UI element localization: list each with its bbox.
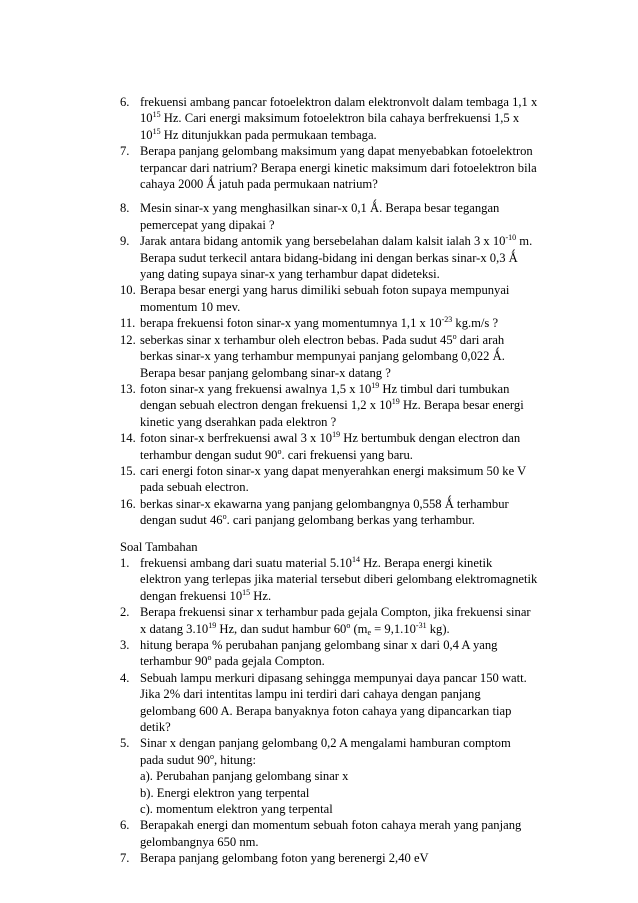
problem-text-line (140, 768, 560, 784)
problem-text-line (140, 143, 560, 159)
problem-text-line (140, 834, 560, 850)
problem-text-line (140, 94, 560, 110)
text-segment: Hz. Berapa energi kinetik (359, 555, 493, 570)
text-segment: detik? (140, 720, 171, 735)
superscript: o (452, 331, 457, 341)
superscript: o (222, 512, 227, 522)
text-segment: Mesin sinar-x yang menghasilkan sinar-x 0,1 Ǻ. Berapa besar tegangan (140, 201, 500, 216)
text-segment: dengan sebuah electron dengan frekuensi 1,2 x 10 (140, 398, 392, 413)
superscript: 19 (332, 430, 341, 440)
problem-text-line (140, 414, 560, 430)
text-segment: Hz bertumbuk dengan electron dan (340, 431, 521, 446)
text-segment: berkas sinar-x yang terhambur mempunyai panjang gelombang 0,022 Ǻ. (140, 349, 505, 364)
text-segment: elektron yang terlepas jika material tersebut diberi gelombang elektromagnetik (140, 572, 538, 587)
problem-number: 7. (120, 851, 130, 866)
text-segment: , hitung: (213, 752, 256, 767)
problem-item (120, 604, 560, 637)
text-segment: berkas sinar-x ekawarna yang panjang gelombangnya 0,558 Ǻ terhambur (140, 496, 509, 511)
superscript: -31 (415, 620, 427, 630)
problem-text-line (140, 463, 560, 479)
problem-number: 8. (120, 201, 130, 216)
problem-item (120, 200, 560, 233)
text-segment: 10 (140, 127, 153, 142)
problem-number: 7. (120, 144, 130, 159)
text-segment: pada sebuah electron. (140, 480, 249, 495)
problem-text-line (140, 735, 560, 751)
superscript: 14 (351, 554, 360, 564)
text-segment: gelombang 600 A. Berapa banyaknya foton cahaya yang dipancarkan tiap (140, 703, 512, 718)
problem-text-line (140, 571, 560, 587)
text-segment: Hz. (250, 588, 272, 603)
problem-text-line (140, 621, 560, 637)
text-segment: dari arah (456, 332, 505, 347)
text-segment: a). Perubahan panjang gelombang sinar x (140, 769, 349, 784)
text-segment: Berapa sudut terkecil antara bidang-bidang ini dengan berkas sinar-x 0,3 Ǻ (140, 250, 518, 265)
problem-item (120, 496, 560, 529)
text-segment: cari energi foton sinar-x yang dapat menyerahkan energi maksimum 50 ke V (140, 463, 527, 478)
problem-text-line (140, 604, 560, 620)
text-segment: Berapa besar panjang gelombang sinar-x datang ? (140, 365, 391, 380)
problem-item (120, 463, 560, 496)
problem-text-line (140, 381, 560, 397)
text-segment: Sinar x dengan panjang gelombang 0,2 A mengalami hamburan comptom (140, 736, 511, 751)
superscript: 19 (371, 380, 380, 390)
text-segment: foton sinar-x yang frekuensi awalnya 1,5 x 10 (140, 381, 372, 396)
text-segment: m. (516, 234, 533, 249)
problem-text-line (140, 430, 560, 446)
problem-text-line (140, 719, 560, 735)
problem-number: 4. (120, 670, 130, 685)
problem-text-line (140, 653, 560, 669)
problem-text-line (140, 110, 560, 126)
text-segment: b). Energi elektron yang terpental (140, 785, 310, 800)
problem-item (120, 670, 560, 736)
text-segment: kg.m/s ? (452, 316, 499, 331)
superscript: -23 (441, 315, 453, 325)
text-segment: terhambur dengan sudut 90 (140, 447, 278, 462)
text-segment: Hz, dan sudut hambur 60 (216, 621, 347, 636)
problem-item (120, 735, 560, 817)
text-segment: berapa frekuensi foton sinar-x yang momentumnya 1,1 x 10 (140, 316, 442, 331)
text-segment: 10 (140, 111, 153, 126)
problem-item (120, 233, 560, 282)
problem-number: 6. (120, 818, 130, 833)
problem-item (120, 381, 560, 430)
superscript: 15 (242, 587, 251, 597)
problem-number: 6. (120, 95, 130, 109)
problem-number: 14. (120, 431, 136, 446)
extra-heading: Soal Tambahan (120, 539, 198, 554)
problem-item (120, 637, 560, 670)
text-segment: Sebuah lampu merkuri dipasang sehingga mempunyai daya pancar 150 watt. (140, 670, 527, 685)
problem-text-line (140, 588, 560, 604)
text-segment: dengan sudut 46 (140, 513, 223, 528)
superscript: o (209, 751, 214, 761)
text-segment: Hz timbul dari tumbukan (379, 381, 510, 396)
problem-text-line (140, 315, 560, 331)
text-segment: c). momentum elektron yang terpental (140, 802, 333, 817)
problem-number: 3. (120, 638, 130, 652)
superscript: 15 (152, 126, 161, 136)
problem-text-line (140, 785, 560, 801)
superscript: o (207, 653, 212, 663)
problem-text-line (140, 348, 560, 364)
text-segment: dengan frekuensi 10 (140, 588, 243, 603)
problem-number: 15. (120, 463, 136, 478)
text-segment: Hz. Cari energi maksimum fotoelektron bila cahaya berfrekuensi 1,5 x (160, 111, 520, 126)
text-segment: seberkas sinar x terhambur oleh electron bebas. Pada sudut 45 (140, 332, 453, 347)
problem-number: 13. (120, 381, 136, 396)
text-segment: gelombangnya 650 nm. (140, 834, 259, 849)
text-segment: . cari frekuensi yang baru. (281, 447, 413, 462)
problem-text-line (140, 496, 560, 512)
problem-item (120, 143, 560, 192)
problem-number: 1. (120, 555, 130, 570)
superscript: 15 (152, 110, 161, 120)
subscript: e (367, 627, 372, 637)
problem-item (120, 282, 560, 315)
spacer (120, 192, 560, 200)
text-segment: momentum 10 mev. (140, 299, 241, 314)
text-segment: frekuensi ambang pancar fotoelektron dalam elektronvolt dalam tembaga 1,1 x (140, 95, 538, 109)
problem-text-line (140, 176, 560, 192)
problem-number: 5. (120, 736, 130, 751)
problem-number: 9. (120, 234, 130, 249)
text-segment: foton sinar-x berfrekuensi awal 3 x 10 (140, 431, 333, 446)
text-segment: Berapakah energi dan momentum sebuah foton cahaya merah yang panjang (140, 818, 522, 833)
text-segment: hitung berapa % perubahan panjang gelombang sinar x dari 0,4 A yang (140, 638, 498, 652)
problem-text-line (140, 801, 560, 817)
problem-text-line (140, 250, 560, 266)
problem-text-line (140, 670, 560, 686)
text-segment: Hz. Berapa besar energi (399, 398, 524, 413)
problem-item (120, 817, 560, 850)
problem-list (120, 94, 560, 529)
superscript: o (346, 620, 351, 630)
superscript: 19 (208, 620, 217, 630)
superscript: -10 (505, 233, 517, 243)
text-segment: Berapa panjang gelombang foton yang berenergi 2,40 eV (140, 851, 429, 866)
text-segment: Berapa frekuensi sinar x terhambur pada gejala Compton, jika frekuensi sinar (140, 605, 531, 620)
text-segment: kinetic yang dserahkan pada elektron ? (140, 414, 337, 429)
problem-text-line (140, 365, 560, 381)
problem-text-line (140, 686, 560, 702)
extra-problem-list (120, 555, 560, 867)
problem-text-line (140, 447, 560, 463)
text-segment: terhambur 90 (140, 654, 208, 669)
text-segment: pada sudut 90 (140, 752, 210, 767)
problem-number: 2. (120, 605, 130, 620)
problem-text-line (140, 397, 560, 413)
superscript: o (277, 446, 282, 456)
text-segment: . cari panjang gelombang berkas yang terhambur. (226, 513, 475, 528)
text-segment: pemercepat yang dipakai ? (140, 217, 275, 232)
superscript: 19 (391, 397, 400, 407)
problem-text-line (140, 752, 560, 768)
text-segment: terpancar dari natrium? Berapa energi kinetic maksimum dari fotoelektron bila (140, 160, 537, 175)
problem-text-line (140, 266, 560, 282)
problem-item (120, 430, 560, 463)
problem-text-line (140, 817, 560, 833)
problem-number: 16. (120, 496, 136, 511)
problem-text-line (140, 217, 560, 233)
problem-number: 11. (120, 316, 136, 331)
problem-text-line (140, 479, 560, 495)
text-segment: Jika 2% dari intentitas lampu ini terdiri dari cahaya dengan panjang (140, 687, 481, 702)
problem-item (120, 332, 560, 381)
problem-text-line (140, 282, 560, 298)
problem-item (120, 94, 560, 143)
text-segment: frekuensi ambang dari suatu material 5.10 (140, 555, 352, 570)
problem-number: 10. (120, 283, 136, 298)
problem-number: 12. (120, 332, 136, 347)
text-segment: Berapa besar energi yang harus dimiliki sebuah foton supaya mempunyai (140, 283, 510, 298)
document-content (120, 94, 560, 867)
text-segment: Jarak antara bidang antomik yang bersebelahan dalam kalsit ialah 3 x 10 (140, 234, 506, 249)
problem-text-line (140, 127, 560, 143)
text-segment: yang dating supaya sinar-x yang terhambur dapat dideteksi. (140, 267, 440, 282)
problem-text-line (140, 850, 560, 866)
text-segment: cahaya 2000 Ǻ jatuh pada permukaan natrium? (140, 177, 378, 192)
problem-item (120, 555, 560, 604)
problem-text-line (140, 637, 560, 653)
problem-item (120, 850, 560, 866)
text-segment: Hz ditunjukkan pada permukaan tembaga. (160, 127, 377, 142)
problem-text-line (140, 512, 560, 528)
text-segment: = 9,1.10 (371, 621, 416, 636)
text-segment: (m (350, 621, 368, 636)
problem-text-line (140, 200, 560, 216)
text-segment: x datang 3.10 (140, 621, 209, 636)
text-segment: kg). (426, 621, 450, 636)
problem-text-line (140, 233, 560, 249)
problem-text-line (140, 703, 560, 719)
problem-text-line (140, 555, 560, 571)
text-segment: Berapa panjang gelombang maksimum yang dapat menyebabkan fotoelektron (140, 144, 533, 159)
text-segment: pada gejala Compton. (211, 654, 325, 669)
problem-text-line (140, 332, 560, 348)
problem-item (120, 315, 560, 331)
problem-text-line (140, 160, 560, 176)
problem-text-line (140, 299, 560, 315)
